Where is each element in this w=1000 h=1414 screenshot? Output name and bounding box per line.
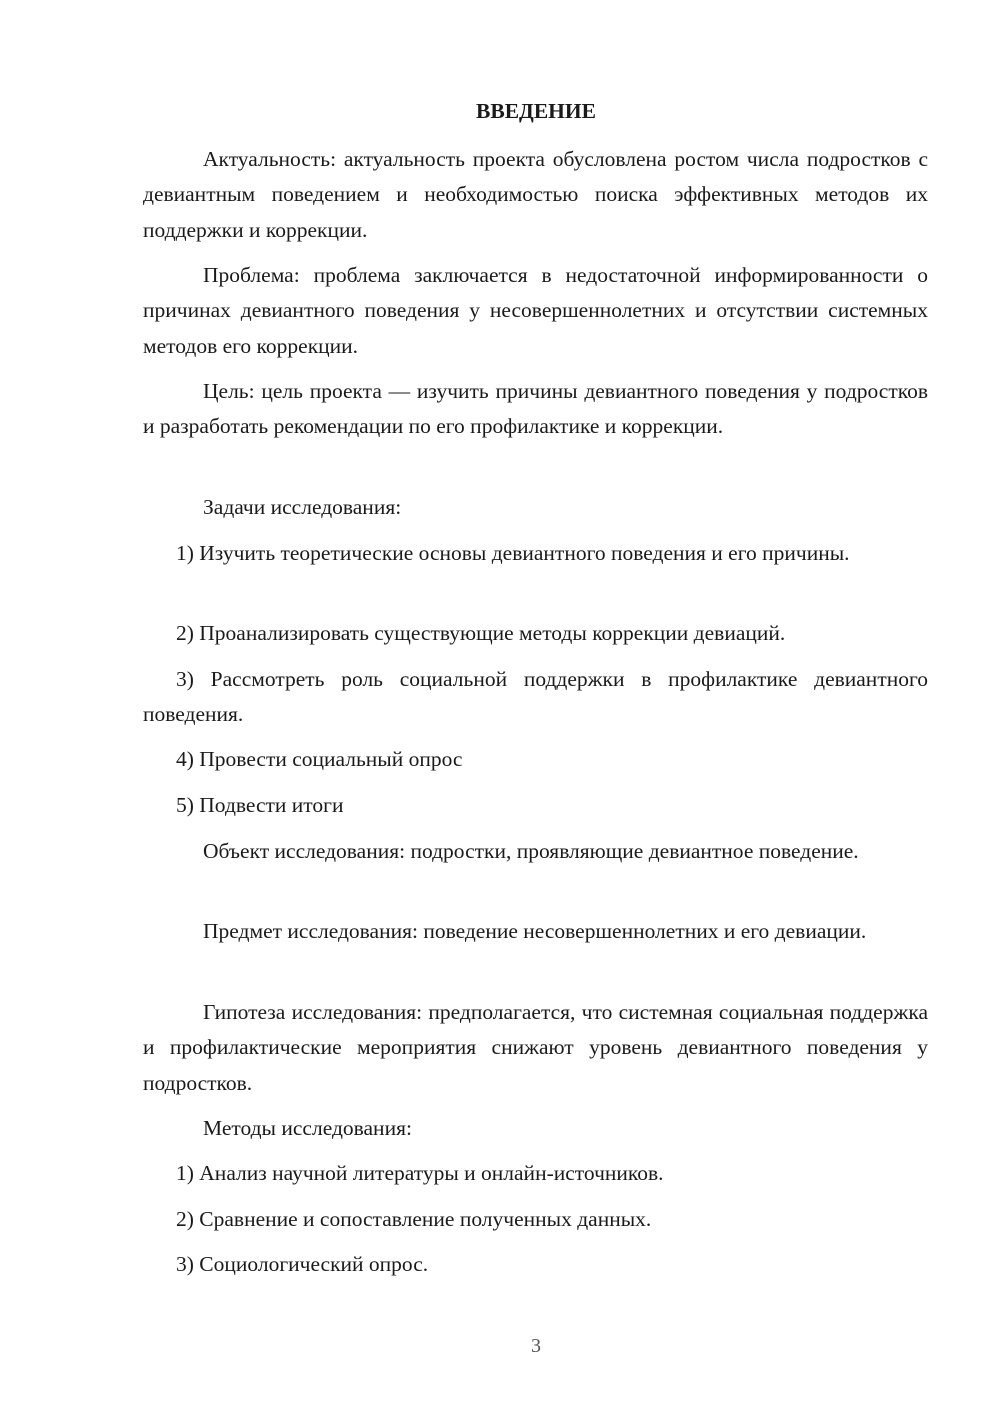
- page-number: 3: [531, 1335, 541, 1357]
- list-item-task-2: 2) Проанализировать существующие методы коррекции девиаций.: [176, 621, 786, 645]
- paragraph-relevance: Актуальность: актуальность проекта обусловлена ростом числа подростков с девиантным поведением и необходимостью поиска эффективных методов их поддержки и коррекции.: [143, 147, 928, 242]
- paragraph-goal: Цель: цель проекта — изучить причины девиантного поведения у подростков и разработать рекомендации по его профилактике и коррекции.: [143, 379, 928, 439]
- paragraph-tasks-heading: Задачи исследования:: [203, 495, 402, 519]
- paragraph-object: Объект исследования: подростки, проявляющие девиантное поведение.: [203, 839, 859, 863]
- paragraph-methods-heading: Методы исследования:: [203, 1116, 412, 1140]
- list-item-task-1: 1) Изучить теоретические основы девиантного поведения и его причины.: [176, 541, 850, 565]
- list-item-task-3: 3) Рассмотреть роль социальной поддержки в профилактике девиантного поведения.: [143, 667, 928, 727]
- paragraph-subject: Предмет исследования: поведение несовершеннолетних и его девиации.: [203, 919, 867, 943]
- list-item-method-3: 3) Социологический опрос.: [176, 1252, 429, 1276]
- paragraph-problem: Проблема: проблема заключается в недостаточной информированности о причинах девиантного поведения у несовершеннолетних и отсутствии системных методов его коррекции.: [143, 263, 928, 358]
- page-title: ВВЕДЕНИЕ: [476, 99, 596, 123]
- paragraph-hypothesis: Гипотеза исследования: предполагается, что системная социальная поддержка и профилактические мероприятия снижают уровень девиантного поведения у подростков.: [143, 1000, 928, 1095]
- list-item-method-2: 2) Сравнение и сопоставление полученных данных.: [176, 1207, 652, 1231]
- list-item-method-1: 1) Анализ научной литературы и онлайн-источников.: [176, 1161, 664, 1185]
- list-item-task-4: 4) Провести социальный опрос: [176, 747, 463, 771]
- list-item-task-5: 5) Подвести итоги: [176, 793, 344, 817]
